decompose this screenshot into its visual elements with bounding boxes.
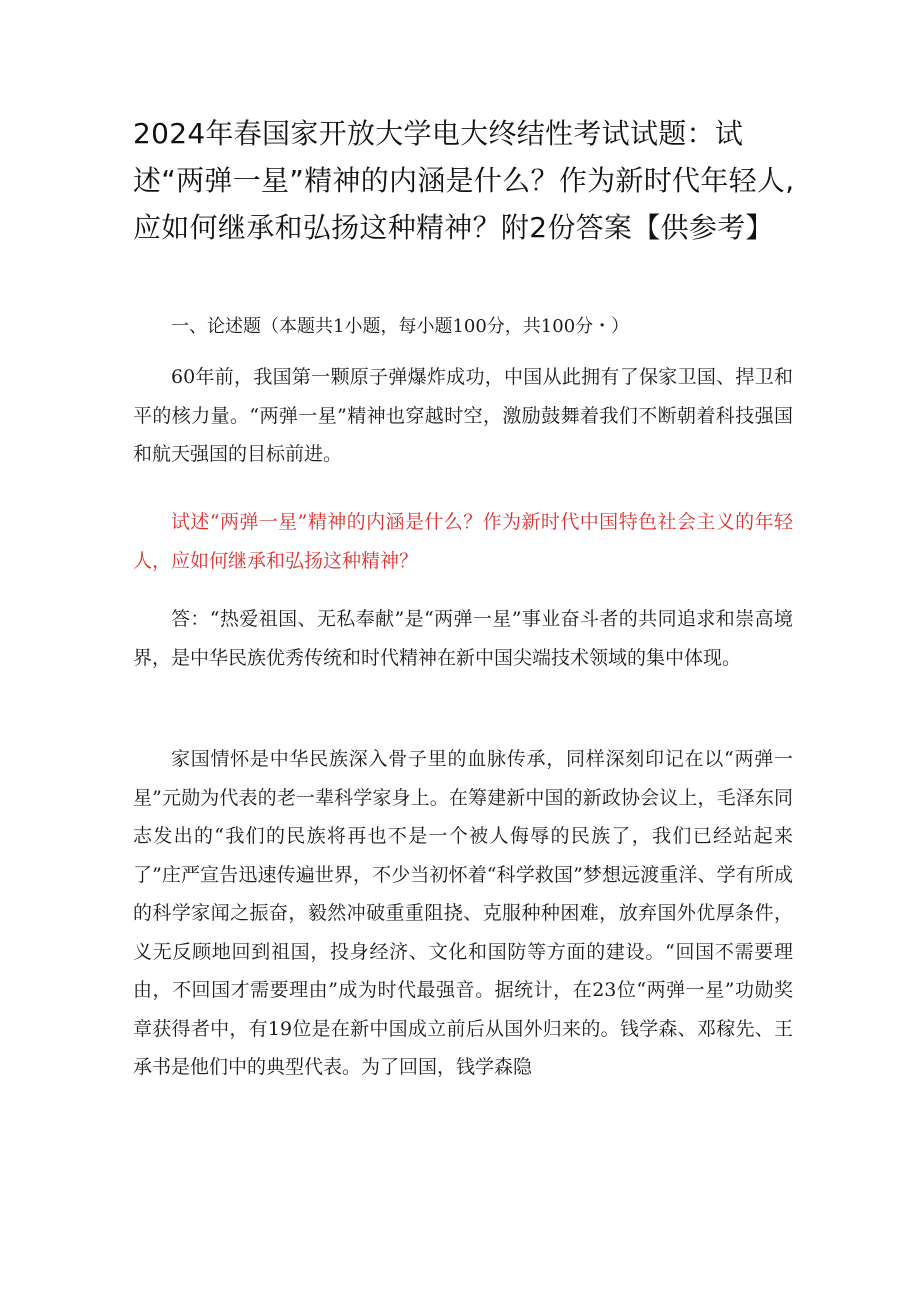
intro-paragraph: 60年前，我国第一颗原子弹爆炸成功，中国从此拥有了保家卫国、捍卫和平的核力量。“两弹一星”精神也穿越时空，激励鼓舞着我们不断朝着科技强国和航天强国的目标前进。 — [133, 366, 793, 465]
section-heading: 一、论述题（本题共1小题，每小题100分，共100分・） — [171, 316, 630, 337]
question-paragraph: 试述“两弹一星”精神的内涵是什么？作为新时代中国特色社会主义的年轻人，应如何继承和弘扬这种精神？ — [133, 511, 793, 572]
body-paragraph: 家国情怀是中华民族深入骨子里的血脉传承，同样深刻印记在以“两弹一星”元勋为代表的老一辈科学家身上。在筹建新中国的新政协会议上，毛泽东同志发出的“我们的民族将再也不是一个被人侮辱的民族了，我们已经站起来了”庄严宣告迅速传遍世界，不少当初怀着“科学救国”梦想远渡重洋、学有所成的科学家闻之振奋，毅然冲破重重阻挠、克服种种困难，放弃国外优厚条件，义无反顾地回到祖国，投身经济、文化和国防等方面的建设。“回国不需要理由，不回国才需要理由”成为时代最强音。据统计，在23位“两弹一星”功勋奖章获得者中，有19位是在新中国成立前后从国外归来的。钱学森、邓稼先、王承书是他们中的典型代表。为了回国，钱学森隐 — [133, 748, 793, 1078]
answer-paragraph: 答：“热爱祖国、无私奉献”是“两弹一星”事业奋斗者的共同追求和崇高境界，是中华民族优秀传统和时代精神在新中国尖端技术领域的集中体现。 — [133, 608, 793, 669]
document-title: 2024年春国家开放大学电大终结性考试试题：试述“两弹一星”精神的内涵是什么？作为新时代年轻人,应如何继承和弘扬这种精神？附2份答案【供参考】 — [133, 117, 795, 244]
